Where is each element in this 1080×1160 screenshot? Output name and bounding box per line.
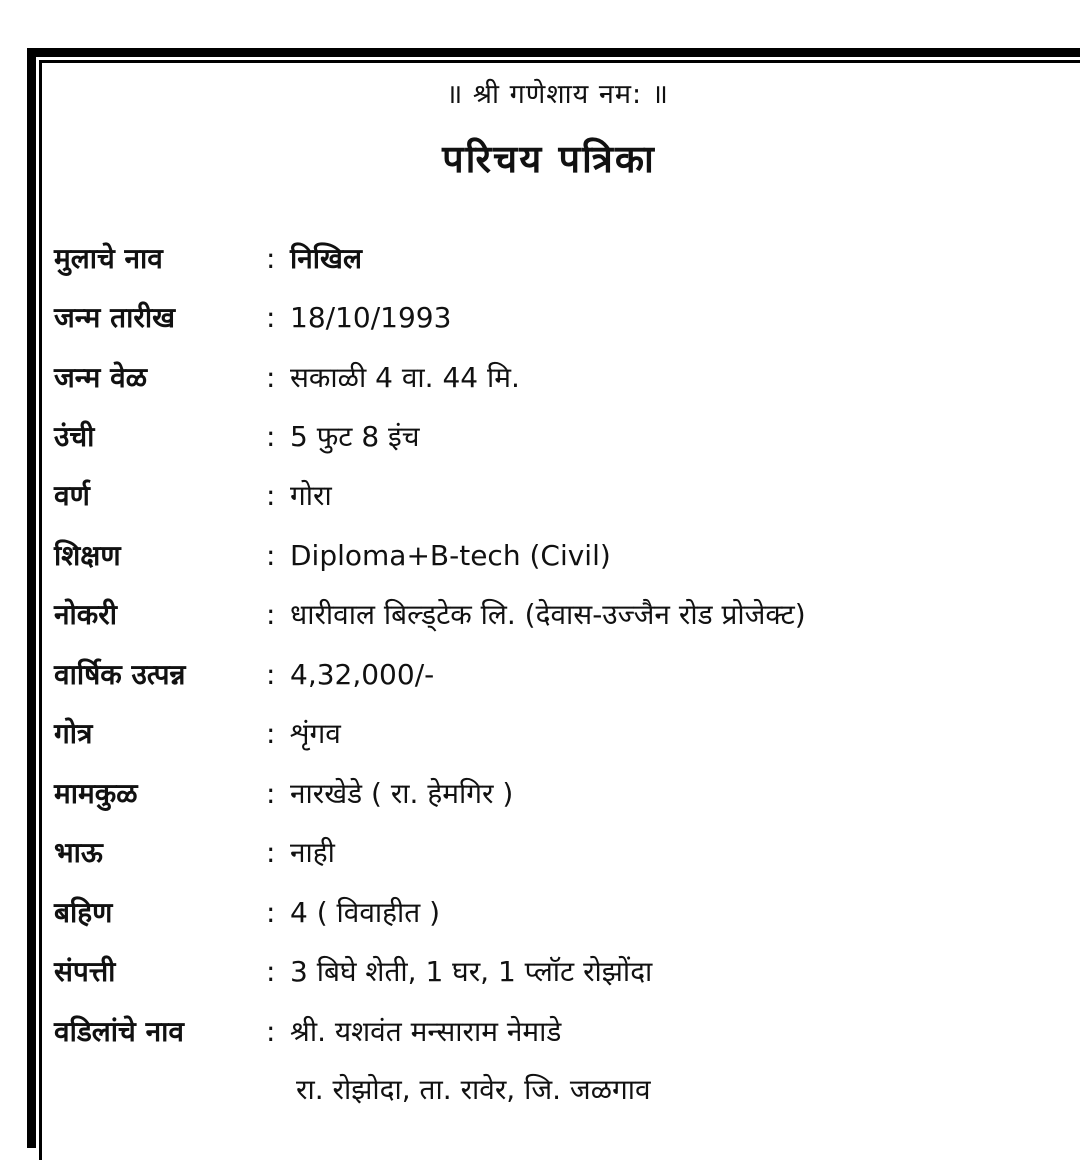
detail-label: मामकुळ xyxy=(54,777,138,810)
detail-value: 5 फुट 8 इंच xyxy=(290,420,420,453)
detail-label: नोकरी xyxy=(54,598,118,631)
detail-colon: : xyxy=(266,835,276,869)
detail-label: शिक्षण xyxy=(54,539,121,572)
detail-label: संपत्ती xyxy=(54,955,116,988)
detail-label: गोत्र xyxy=(54,717,93,750)
detail-colon: : xyxy=(266,597,276,631)
detail-value: 18/10/1993 xyxy=(290,300,452,334)
detail-label: जन्म तारीख xyxy=(54,301,175,334)
detail-colon: : xyxy=(266,1014,276,1048)
detail-colon: : xyxy=(266,241,276,275)
detail-label: उंची xyxy=(54,420,95,453)
detail-value: धारीवाल बिल्ड्टेक लि. (देवास-उज्जैन रोड प्रोजेक्ट) xyxy=(290,598,806,631)
detail-colon: : xyxy=(266,419,276,453)
detail-label: वडिलांचे नाव xyxy=(54,1015,184,1048)
detail-value: Diploma+B-tech (Civil) xyxy=(290,538,611,572)
detail-row-birth-time xyxy=(54,357,520,397)
detail-value: निखिल xyxy=(290,242,362,275)
detail-colon: : xyxy=(266,478,276,512)
detail-value: नारखेडे ( रा. हेमगिर ) xyxy=(290,777,514,810)
invocation-line: ॥ श्री गणेशाय नम: ॥ xyxy=(446,79,669,110)
detail-colon: : xyxy=(266,538,276,572)
detail-value: 4 ( विवाहीत ) xyxy=(290,896,441,929)
detail-label: वार्षिक उत्पन्न xyxy=(54,658,186,691)
detail-value: नाही xyxy=(290,836,335,869)
detail-colon: : xyxy=(266,360,276,394)
detail-row-brother xyxy=(54,832,335,872)
detail-label: जन्म वेळ xyxy=(54,361,148,394)
detail-row-annual-income xyxy=(54,654,434,694)
detail-value: सकाळी 4 वा. 44 मि. xyxy=(290,361,520,394)
detail-value: गोरा xyxy=(290,479,332,512)
detail-row-birth-date xyxy=(54,297,451,337)
detail-row-boy-name xyxy=(54,238,362,278)
detail-value: 3 बिघे शेती, 1 घर, 1 प्लॉट रोझोंदा xyxy=(290,955,653,988)
detail-row-education xyxy=(54,535,611,575)
detail-label: वर्ण xyxy=(54,479,90,512)
detail-colon: : xyxy=(266,716,276,750)
detail-row-maternal-clan xyxy=(54,773,513,813)
detail-value: 4,32,000/- xyxy=(290,657,435,691)
detail-colon: : xyxy=(266,895,276,929)
detail-label: बहिण xyxy=(54,896,113,929)
detail-colon: : xyxy=(266,776,276,810)
detail-value: श्री. यशवंत मन्साराम नेमाडे xyxy=(290,1015,562,1048)
detail-value: शृंगव xyxy=(290,717,341,750)
detail-colon: : xyxy=(266,300,276,334)
detail-label: मुलाचे नाव xyxy=(54,242,163,275)
page-title: परिचय पत्रिका xyxy=(442,137,656,181)
detail-colon: : xyxy=(266,954,276,988)
detail-row-property xyxy=(54,951,652,991)
detail-row-complexion xyxy=(54,475,332,515)
detail-row-gotra xyxy=(54,713,341,753)
detail-colon: : xyxy=(266,657,276,691)
detail-row-father-name xyxy=(54,1011,561,1051)
detail-label: भाऊ xyxy=(54,836,103,869)
detail-row-sister xyxy=(54,892,440,932)
detail-row-job xyxy=(54,594,806,634)
detail-row-height xyxy=(54,416,420,456)
father-address: रा. रोझोदा, ता. रावेर, जि. जळगाव xyxy=(296,1073,651,1106)
